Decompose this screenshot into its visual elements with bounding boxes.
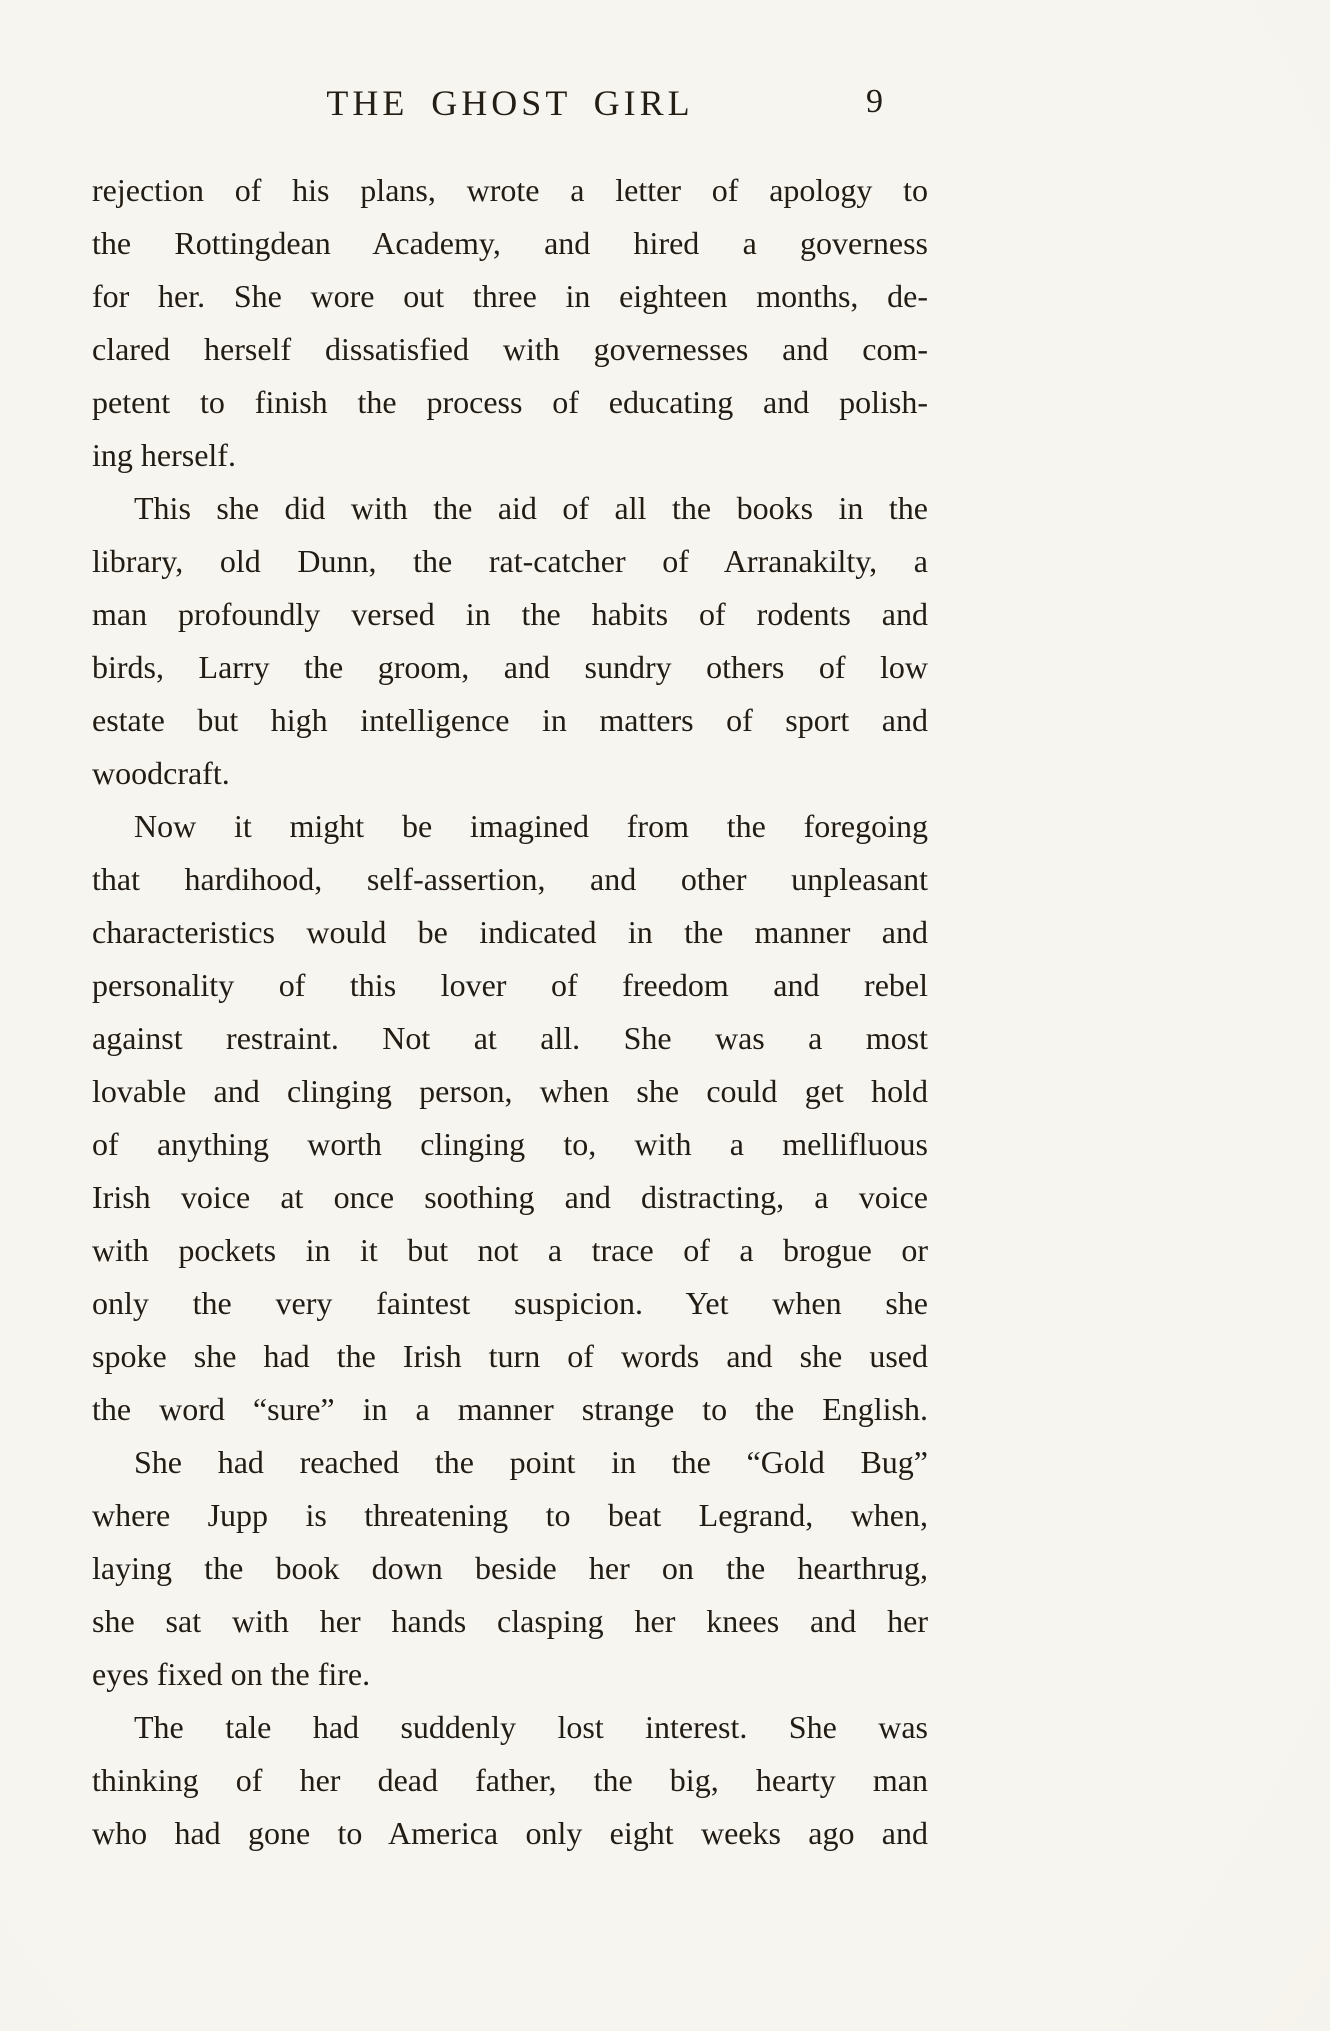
text-line: birds, Larry the groom, and sundry others of low xyxy=(92,649,928,685)
text-line: library, old Dunn, the rat-catcher of Arranakilty, a xyxy=(92,543,928,579)
text-line: she sat with her hands clasping her knees and her xyxy=(92,1603,928,1639)
text-line: estate but high intelligence in matters of sport and xyxy=(92,702,928,738)
text-line: ing herself. xyxy=(92,437,236,473)
page-header xyxy=(92,82,928,128)
text-line: Irish voice at once soothing and distracting, a voice xyxy=(92,1179,928,1215)
paragraph xyxy=(92,1701,928,1860)
text-line: This she did with the aid of all the books in the xyxy=(134,490,928,526)
text-line: man profoundly versed in the habits of rodents and xyxy=(92,596,928,632)
text-line: for her. She wore out three in eighteen months, de- xyxy=(92,278,928,314)
text-line: characteristics would be indicated in the manner and xyxy=(92,914,928,950)
text-line: petent to finish the process of educating and polish- xyxy=(92,384,928,420)
text-line: that hardihood, self-assertion, and other unpleasant xyxy=(92,861,928,897)
text-line: laying the book down beside her on the hearthrug, xyxy=(92,1550,928,1586)
text-line: She had reached the point in the “Gold Bug” xyxy=(134,1444,928,1480)
text-line: the Rottingdean Academy, and hired a governess xyxy=(92,225,928,261)
paragraph xyxy=(92,482,928,800)
page-content xyxy=(92,82,928,1860)
paragraph xyxy=(92,800,928,1436)
text-line: eyes fixed on the fire. xyxy=(92,1656,371,1692)
paragraph xyxy=(92,1436,928,1701)
text-line: spoke she had the Irish turn of words and she used xyxy=(92,1338,928,1374)
text-line: lovable and clinging person, when she could get hold xyxy=(92,1073,928,1109)
text-line: against restraint. Not at all. She was a most xyxy=(92,1020,928,1056)
text-line: the word “sure” in a manner strange to the English. xyxy=(92,1391,928,1427)
paragraph xyxy=(92,164,928,482)
text-line: where Jupp is threatening to beat Legrand, when, xyxy=(92,1497,928,1533)
text-line: Now it might be imagined from the foregoing xyxy=(134,808,928,844)
page-number: 9 xyxy=(866,83,884,120)
text-line: clared herself dissatisfied with governesses and com- xyxy=(92,331,928,367)
text-line: only the very faintest suspicion. Yet when she xyxy=(92,1285,928,1321)
page-body xyxy=(92,164,928,1860)
text-line: of anything worth clinging to, with a mellifluous xyxy=(92,1126,928,1162)
text-line: personality of this lover of freedom and rebel xyxy=(92,967,928,1003)
text-line: The tale had suddenly lost interest. She was xyxy=(134,1709,928,1745)
text-line: woodcraft. xyxy=(92,755,230,791)
text-line: thinking of her dead father, the big, hearty man xyxy=(92,1762,928,1798)
text-line: rejection of his plans, wrote a letter of apology to xyxy=(92,172,928,208)
text-line: with pockets in it but not a trace of a brogue or xyxy=(92,1232,928,1268)
running-title: THE GHOST GIRL xyxy=(326,83,694,123)
text-line: who had gone to America only eight weeks ago and xyxy=(92,1815,928,1851)
